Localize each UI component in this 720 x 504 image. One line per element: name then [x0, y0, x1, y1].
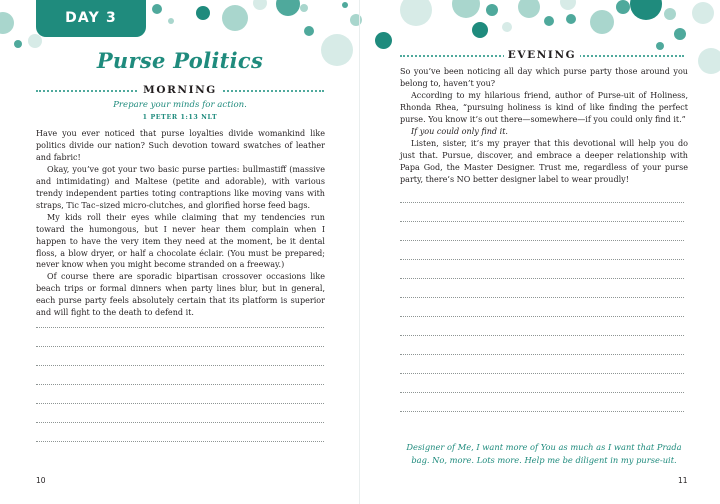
journal-line	[36, 403, 324, 404]
journal-line	[400, 240, 684, 241]
decor-dot	[698, 48, 720, 74]
decor-dot	[502, 22, 512, 32]
journal-line	[400, 316, 684, 317]
decor-dot	[0, 12, 14, 34]
morning-label: MORNING	[139, 84, 221, 96]
decor-dot	[452, 0, 480, 18]
paragraph: Okay, you’ve got your two basic purse parties: bullmastiff (massive and intimidating) and Maltese (petite and adorable), with various trendy independent parties toting contraptions like moving vans with straps, Tic Tac–sized micro-clutches, and glorified horse feed bags.	[36, 164, 325, 210]
journal-line	[400, 221, 684, 222]
decor-dot	[304, 26, 314, 36]
paragraph: Of course there are sporadic bipartisan crossover occasions like beach trips or formal dinners when party lines blur, but in general, each purse party feels absolutely certain that its platform is superior and will fight to the death to defend it.	[36, 272, 325, 318]
paragraph: Have you ever noticed that purse loyalties divide womankind like politics divide our nation? Such devotion toward swatches of leather and fabric!	[36, 129, 325, 162]
journal-line	[400, 259, 684, 260]
decor-dot	[342, 2, 348, 8]
paragraph: My kids roll their eyes while claiming that my tendencies run toward the humongous, but I never hear them complain when I happen to have the very item they need at the moment, be it dental floss, a blow dryer, or half a chocolate éclair. (You must be prepared; never know when you might become stranded on a freeway.)	[36, 212, 325, 270]
journal-line	[36, 346, 324, 347]
decor-dot	[544, 16, 554, 26]
decor-dot	[566, 14, 576, 24]
scripture-quote: Prepare your minds for action.	[113, 100, 247, 110]
scripture-reference: 1 PETER 1:13 NLT	[142, 114, 218, 121]
decor-dot	[222, 5, 248, 31]
paragraph: Listen, sister, it’s my prayer that this devotional will help you do just that. Pursue, discover, and embrace a deeper relationship with Papa God, the Master Designer. Trust me, regardless of your purse party, there’s NO better designer label to wear proudly!	[400, 138, 688, 184]
decor-dot	[590, 10, 614, 34]
decor-dot	[472, 22, 488, 38]
decor-dot	[253, 0, 267, 10]
page-number: 10	[36, 476, 46, 485]
decor-dot	[152, 4, 162, 14]
decor-dot	[300, 4, 308, 12]
journal-line	[400, 335, 684, 336]
journal-line	[400, 354, 684, 355]
decor-dot	[196, 6, 210, 20]
journal-line	[36, 441, 324, 442]
decor-dot	[664, 8, 676, 20]
decor-dot	[560, 0, 576, 10]
decor-dot	[616, 0, 630, 14]
journal-line	[36, 384, 324, 385]
closing-prayer: Designer of Me, I want more of You as much as I want that Prada bag. No, more. Lots more. Help me be diligent in my purse-uit.	[406, 442, 682, 465]
journal-line	[400, 411, 684, 412]
decor-dot	[674, 28, 686, 40]
decor-dot	[276, 0, 300, 16]
evening-header	[400, 49, 684, 63]
decor-dot	[692, 2, 714, 24]
journal-line	[400, 297, 684, 298]
morning-body	[36, 128, 325, 319]
paragraph: According to my hilarious friend, author of Purse-uit of Holiness, Rhonda Rhea, “pursuing holiness is kind of like finding the perfect purse. You know it’s out there—somewhere—if you could only find it.”	[400, 90, 688, 124]
journal-line	[400, 202, 684, 203]
journal-line	[400, 373, 684, 374]
decor-dot	[14, 40, 22, 48]
day-tab: DAY 3	[36, 0, 146, 37]
paragraph: If you could only find it.	[411, 126, 508, 136]
evening-label: EVENING	[504, 49, 580, 61]
decor-dot	[28, 34, 42, 48]
journal-line	[36, 422, 324, 423]
page-title: Purse Politics	[96, 48, 264, 73]
evening-body	[400, 66, 688, 186]
decor-dot	[518, 0, 540, 18]
journal-line	[400, 278, 684, 279]
decor-dot	[168, 18, 174, 24]
decor-dot	[400, 0, 432, 26]
journal-line	[36, 365, 324, 366]
paragraph: So you’ve been noticing all day which purse party those around you belong to, haven’t you?	[400, 67, 688, 88]
morning-header	[36, 84, 324, 98]
decor-dot	[630, 0, 662, 20]
right-page	[360, 0, 720, 504]
decor-dot	[486, 4, 498, 16]
journal-line	[400, 392, 684, 393]
page-number: 11	[678, 476, 688, 485]
journal-line	[36, 327, 324, 328]
